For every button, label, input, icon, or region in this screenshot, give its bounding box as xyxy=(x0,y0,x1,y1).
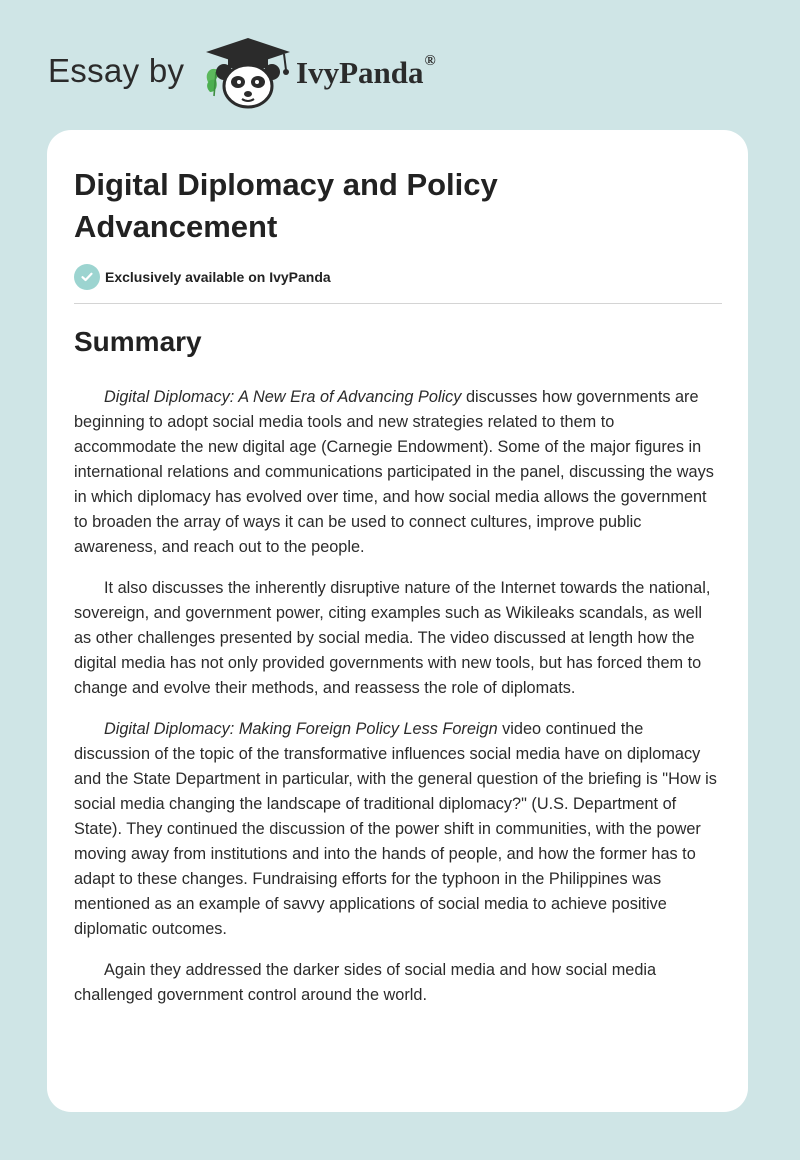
divider xyxy=(74,303,722,304)
page-title: Digital Diplomacy and Policy Advancement xyxy=(74,167,498,244)
section-heading-summary: Summary xyxy=(74,326,202,357)
essay-by-label: Essay by xyxy=(48,52,185,89)
paragraph: Again they addressed the darker sides of social media and how social media challenged government control around the world. xyxy=(74,961,657,1004)
exclusive-badge-label: Exclusively available on IvyPanda xyxy=(105,269,331,285)
article-body xyxy=(74,385,719,1024)
work-title: Digital Diplomacy: Making Foreign Policy Less Foreign xyxy=(104,720,498,738)
paragraph: Digital Diplomacy: A New Era of Advancing Policy discusses how governments are beginning to adopt social media tools and new strategies related to them to accommodate the new digital age (Carnegie Endowment). Some of the major figures in international relations and communications participated in the panel, discussing the ways in which diplomacy has evolved over time, and how social media allows the government to broaden the array of ways it can be used to connect cultures, improve public awareness, and reach out to the people. xyxy=(74,388,714,556)
paragraph: It also discusses the inherently disruptive nature of the Internet towards the national, sovereign, and government power, citing examples such as Wikileaks scandals, as well as other challenges presented by social media. The video discussed at length how the digital media has not only provided governments with new tools, but has forced them to change and evolve their methods, and reassess the role of diplomats. xyxy=(74,579,711,697)
essay-card xyxy=(47,130,748,1112)
brand-name[interactable]: IvyPanda® xyxy=(296,53,436,90)
work-title: Digital Diplomacy: A New Era of Advancing Policy xyxy=(104,388,462,406)
exclusive-badge xyxy=(74,264,331,290)
check-circle-icon xyxy=(74,264,100,290)
site-header xyxy=(0,0,800,130)
paragraph: Digital Diplomacy: Making Foreign Policy Less Foreign video continued the discussion of the topic of the transformative influences social media have on diplomacy and the State Department in particular, with the general question of the briefing is "How is social media changing the landscape of traditional diplomacy?" (U.S. Department of State). They continued the discussion of the power shift in communities, with the power moving away from institutions and into the hands of people, and how the former has to adapt to these changes. Fundraising efforts for the typhoon in the Philippines was mentioned as an example of savvy applications of social media to achieve positive diplomatic outcomes. xyxy=(74,720,717,938)
panda-graduate-logo-icon[interactable] xyxy=(202,36,294,110)
